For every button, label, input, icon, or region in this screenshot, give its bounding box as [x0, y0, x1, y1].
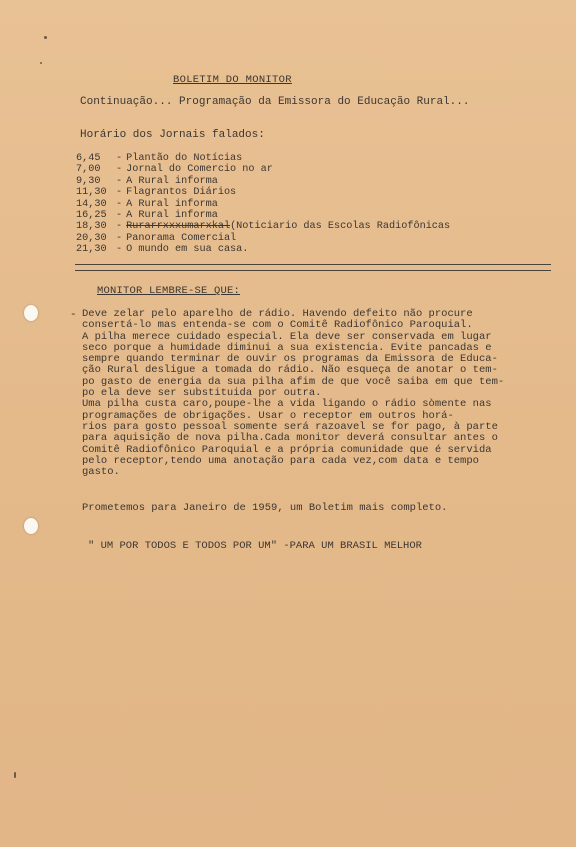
body-line: Uma pilha custa caro,poupe-lhe a vida ligando o rádio sòmente nas [82, 398, 492, 411]
binder-hole [24, 305, 38, 321]
body-line: consertá-lo mas entenda-se com o Comitê Radiofônico Paroquial. [82, 319, 473, 332]
schedule-item: 20,30 - Panorama Comercial [76, 232, 237, 244]
schedule-item: 7,00 - Jornal do Comercio no ar [76, 164, 273, 176]
closing-motto: " UM POR TODOS E TODOS POR UM" -PARA UM BRASIL MELHOR [88, 540, 422, 552]
body-line: ção Rural desligue a tomada do rádio. Não esqueça de anotar o tem- [82, 364, 498, 377]
schedule-item: 6,45 - Plantão do Notícias [76, 153, 243, 164]
schedule-item: 9,30 - A Rural informa [76, 175, 218, 187]
schedule-list [76, 153, 450, 256]
closing-promise: Prometemos para Janeiro de 1959, um Boletim mais completo. [82, 502, 448, 514]
body-line: seco porque a humidade diminui a sua existencia. Evite pancadas e [82, 341, 492, 354]
body-line: pelo receptor,tendo uma anotação para cada vez,com data e tempo [82, 454, 479, 467]
binder-hole [24, 518, 38, 534]
body-line: A pilha merece cuidado especial. Ela deve ser conservada em lugar [82, 330, 492, 343]
schedule-item: 16,25 - A Rural informa [76, 210, 218, 222]
double-rule-divider [75, 264, 551, 271]
document-subtitle: Continuação... Programação da Emissora do Educação Rural... [80, 96, 470, 108]
bullet-dash: - [70, 309, 77, 321]
body-line: gasto. [82, 466, 120, 479]
body-line: po ela deve ser substituida por outra. [82, 387, 322, 400]
schedule-item: 14,30 - A Rural informa [76, 198, 218, 210]
body-line: programações de obrigações. Usar o receptor em outros horá- [82, 409, 454, 422]
schedule-item: 11,30 - Flagrantos Diários [76, 187, 237, 199]
schedule-item: 18,30 - Rurarrxxxumarxkal(Noticiario das Escolas Radiofônicas [76, 221, 451, 233]
body-line: para aquisição de nova pilha.Cada monitor deverá consultar antes o [82, 432, 498, 445]
section-heading: MONITOR LEMBRE-SE QUE: [97, 285, 241, 297]
body-line: Comitê Radiofônico Paroquial e a própria comunidade que é servida [82, 443, 492, 456]
struck-text: Rurarrxxxumarxkal [126, 221, 231, 233]
schedule-heading: Horário dos Jornais falados: [80, 129, 265, 141]
paper-speck [40, 62, 42, 64]
paper-speck [14, 772, 16, 778]
body-line: Deve zelar pelo aparelho de rádio. Havendo defeito não procure [82, 308, 473, 320]
schedule-item: 21,30 - O mundo em sua casa. [76, 244, 249, 256]
body-line: rios para gosto pessoal somente será razoavel se for pago, à parte [82, 420, 498, 433]
notice-body [82, 309, 552, 478]
body-line: sempre quando terminar de ouvir os programas da Emissora de Educa- [82, 353, 498, 366]
document-title: BOLETIM DO MONITOR [173, 74, 292, 86]
body-line: po gasto de energia da sua pilha afim de que você saiba em que tem- [82, 375, 505, 388]
paper-speck [44, 36, 47, 39]
